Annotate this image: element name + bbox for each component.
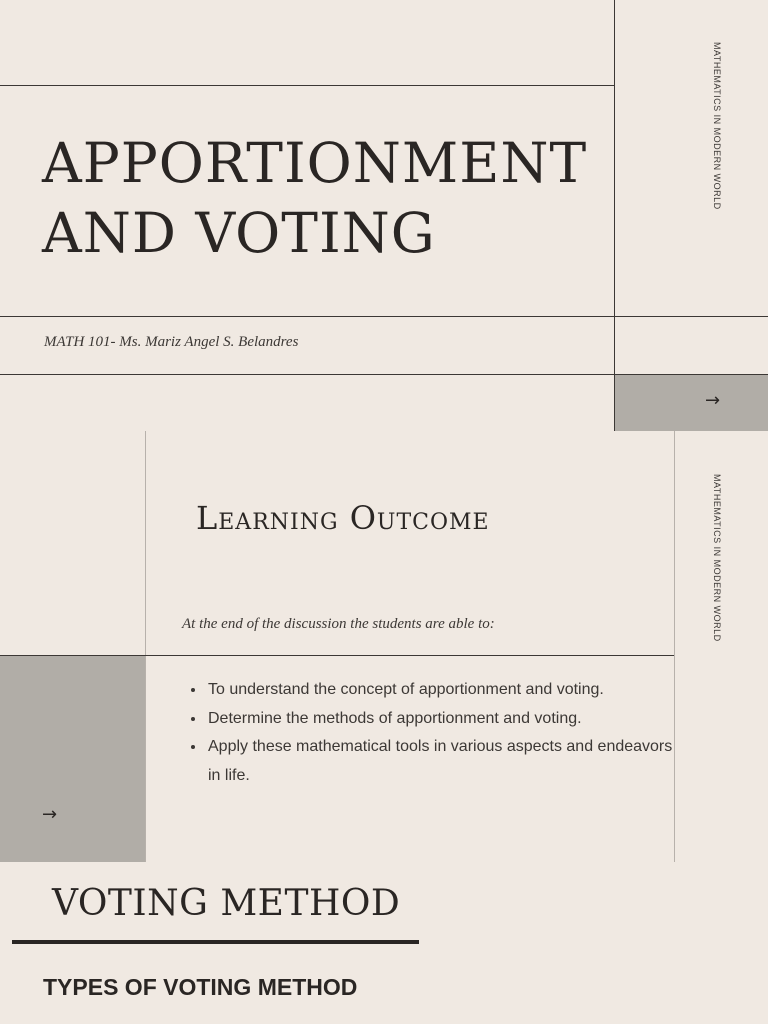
divider-top	[0, 85, 615, 86]
page-title	[42, 128, 587, 268]
divider-right-lo	[674, 431, 675, 862]
title-line-2: AND VOTING	[42, 201, 436, 265]
divider-vertical-right	[614, 0, 615, 431]
divider-left-lo	[145, 431, 146, 862]
learning-outcome-title: Learning Outcome	[196, 499, 490, 537]
arrow-right-icon[interactable]: →	[705, 390, 721, 411]
course-byline: MATH 101- Ms. Mariz Angel S. Belandres	[44, 334, 299, 350]
next-block-top[interactable]	[615, 375, 768, 431]
next-block-lo[interactable]	[0, 656, 145, 862]
divider-middle	[0, 316, 768, 317]
side-label-lo: MATHEMATICS IN MODERN WORLD	[712, 474, 722, 642]
arrow-right-icon[interactable]: →	[42, 804, 58, 825]
section-subtitle: TYPES OF VOTING METHOD	[43, 974, 358, 1000]
list-item: • To understand the concept of apportionment and voting.	[206, 676, 676, 705]
section-rule	[12, 940, 419, 944]
side-label-top: MATHEMATICS IN MODERN WORLD	[712, 42, 722, 210]
section-title: VOTING METHOD	[52, 883, 401, 924]
list-item: • Apply these mathematical tools in various aspects and endeavors in life.	[206, 733, 676, 790]
learning-outcome-intro: At the end of the discussion the students are able to:	[182, 616, 495, 632]
learning-outcome-list	[178, 676, 676, 790]
list-item: • Determine the methods of apportionment and voting.	[206, 705, 676, 734]
title-line-1: APPORTIONMENT	[42, 131, 588, 195]
